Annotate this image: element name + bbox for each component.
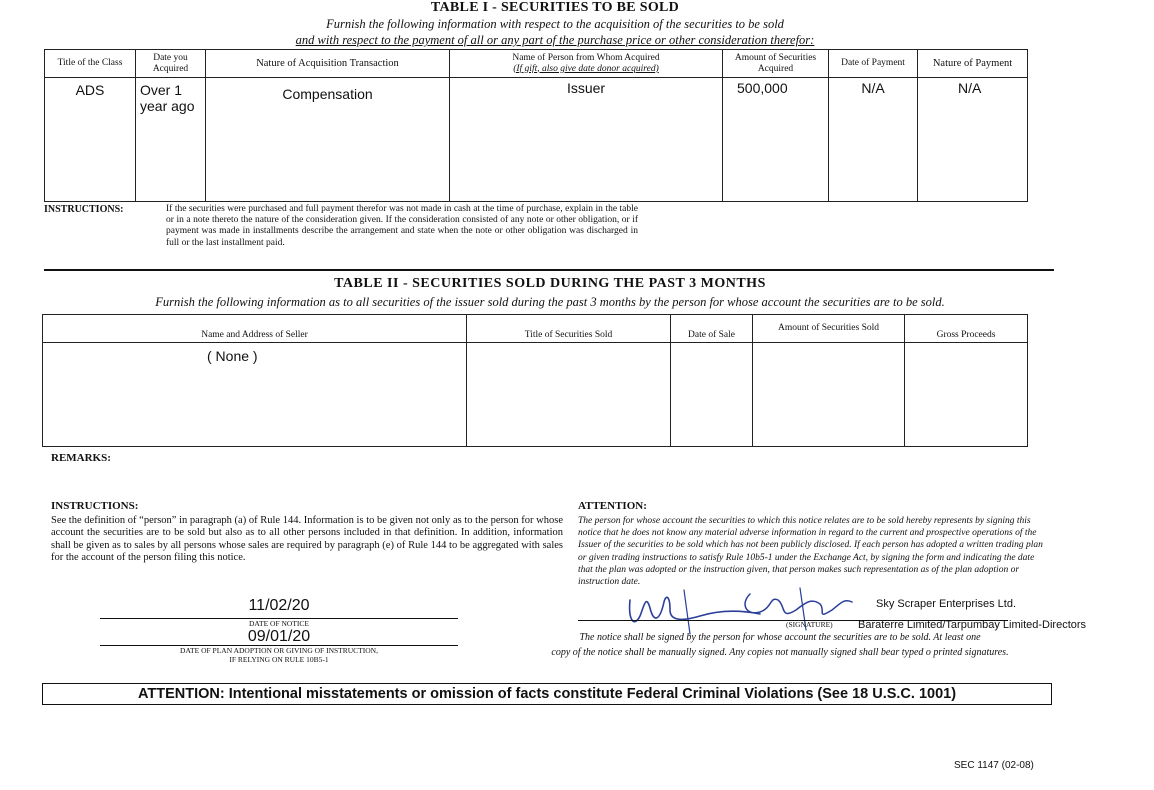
cell-gross-proceeds <box>905 343 1028 447</box>
plan-date-caption-line1: DATE OF PLAN ADOPTION OR GIVING OF INSTRUCTION, <box>180 646 378 655</box>
notice-date-caption: DATE OF NOTICE <box>249 619 309 628</box>
header-date-of-payment: Date of Payment <box>829 50 918 78</box>
signature-caption: (SIGNATURE) <box>786 620 833 629</box>
cell-seller: ( None ) <box>43 343 467 447</box>
table1-grid <box>44 49 1028 202</box>
form-number: SEC 1147 (02-08) <box>954 760 1034 771</box>
notice-text-line2: copy of the notice shall be manually signed. Any copies not manually signed shall bear typed o printed signatures. <box>551 647 1009 658</box>
cell-nature-of-acquisition: Compensation <box>206 78 450 202</box>
header-amount-sold: Amount of Securities Sold <box>753 315 905 343</box>
cell-person-from-whom: Issuer <box>450 78 723 202</box>
header-date-acquired: Date you Acquired <box>136 50 206 78</box>
table1-title: TABLE I - SECURITIES TO BE SOLD <box>430 0 680 15</box>
cell-nature-of-payment: N/A <box>918 78 1028 202</box>
cell-title-of-class: ADS <box>45 78 136 202</box>
attention-label: ATTENTION: <box>578 500 647 512</box>
table2-header-row <box>43 315 1028 343</box>
signer-entity-directors: Baraterre Limited/Tarpumbay Limited-Directors <box>858 619 1087 631</box>
header-date-of-sale: Date of Sale <box>671 315 753 343</box>
notice-date-value: 11/02/20 <box>248 597 310 614</box>
header-amount-acquired: Amount of Securities Acquired <box>723 50 829 78</box>
header-title-of-class: Title of the Class <box>45 50 136 78</box>
table1-subtitle-line2: and with respect to the payment of all or any part of the purchase price or other consideration therefor: <box>295 33 815 47</box>
header-seller: Name and Address of Seller <box>43 315 467 343</box>
plan-date-caption-line2: IF RELYING ON RULE 10B5-1 <box>229 655 329 664</box>
header-person-from-whom <box>450 50 723 78</box>
handwritten-signature <box>600 580 880 640</box>
cell-amount-sold <box>753 343 905 447</box>
instructions-text: See the definition of “person” in paragraph (a) of Rule 144. Information is to be given not only as to the person for whose account the securities are to be sold but also as to all other persons included in that definition. In addition, information shall be given as to sales by all persons whose sales are required by paragraph (e) of Rule 144 to be aggregated with sales for the account of the person filing this notice. <box>51 515 563 564</box>
header-title-sold: Title of Securities Sold <box>467 315 671 343</box>
plan-date-value: 09/01/20 <box>247 628 311 645</box>
federal-violation-warning: ATTENTION: Intentional misstatements or omission of facts constitute Federal Criminal Violations (See 18 U.S.C. 1001) <box>42 683 1052 705</box>
signer-entity-primary: Sky Scraper Enterprises Ltd. <box>876 598 1017 610</box>
section-divider <box>44 269 1054 271</box>
cell-date-acquired: Over 1 year ago <box>136 78 206 202</box>
header-nature-of-payment: Nature of Payment <box>918 50 1028 78</box>
instructions-label: INSTRUCTIONS: <box>51 500 139 512</box>
notice-text-line1: The notice shall be signed by the person for whose account the securities are to be sold. At least one <box>579 632 981 643</box>
header-person-from-whom-label: Name of Person from Whom Acquired <box>512 52 660 63</box>
table2-title: TABLE II - SECURITIES SOLD DURING THE PAST 3 MONTHS <box>334 276 766 291</box>
cell-amount-acquired: 500,000 <box>723 78 829 202</box>
table1-header-row <box>45 50 1028 78</box>
table-row <box>43 343 1028 447</box>
table1-instructions-label: INSTRUCTIONS: <box>44 204 124 215</box>
cell-title-sold <box>467 343 671 447</box>
table-row <box>45 78 1028 202</box>
cell-date-of-sale <box>671 343 753 447</box>
table2-subtitle: Furnish the following information as to all securities of the issuer sold during the past 3 months by the person for whose account the securities are to be sold. <box>155 295 945 309</box>
table1-subtitle-line1: Furnish the following information with respect to the acquisition of the securities to be sold <box>326 17 784 31</box>
header-gross-proceeds: Gross Proceeds <box>905 315 1028 343</box>
header-nature-of-acquisition: Nature of Acquisition Transaction <box>206 50 450 78</box>
table1-instructions-text: If the securities were purchased and full payment therefor was not made in cash at the time of purchase, explain in the table or in a note thereto the nature of the consideration given. If the consideration consisted of any note or other obligation, or if payment was made in installments describe the arrangement and state when the note or other obligation was discharged in full or the last installment paid. <box>166 204 638 248</box>
header-person-from-whom-note: (If gift, also give date donor acquired) <box>513 63 659 74</box>
attention-text: The person for whose account the securities to which this notice relates are to be sold hereby represents by signing this notice that he does not know any material adverse information in regard to the current and prospective operations of the Issuer of the securities to be sold which has not been publicly disclosed. If each person has adopted a written trading plan or given trading instructions to satisfy Rule 10b5-1 under the Exchange Act, by signing the form and indicating the date that the plan was adopted or the instruction given, that person makes such representation as of the plan adoption or instruction date. <box>578 516 1043 588</box>
cell-date-of-payment: N/A <box>829 78 918 202</box>
remarks-label: REMARKS: <box>51 452 111 464</box>
table2-grid <box>42 314 1028 447</box>
